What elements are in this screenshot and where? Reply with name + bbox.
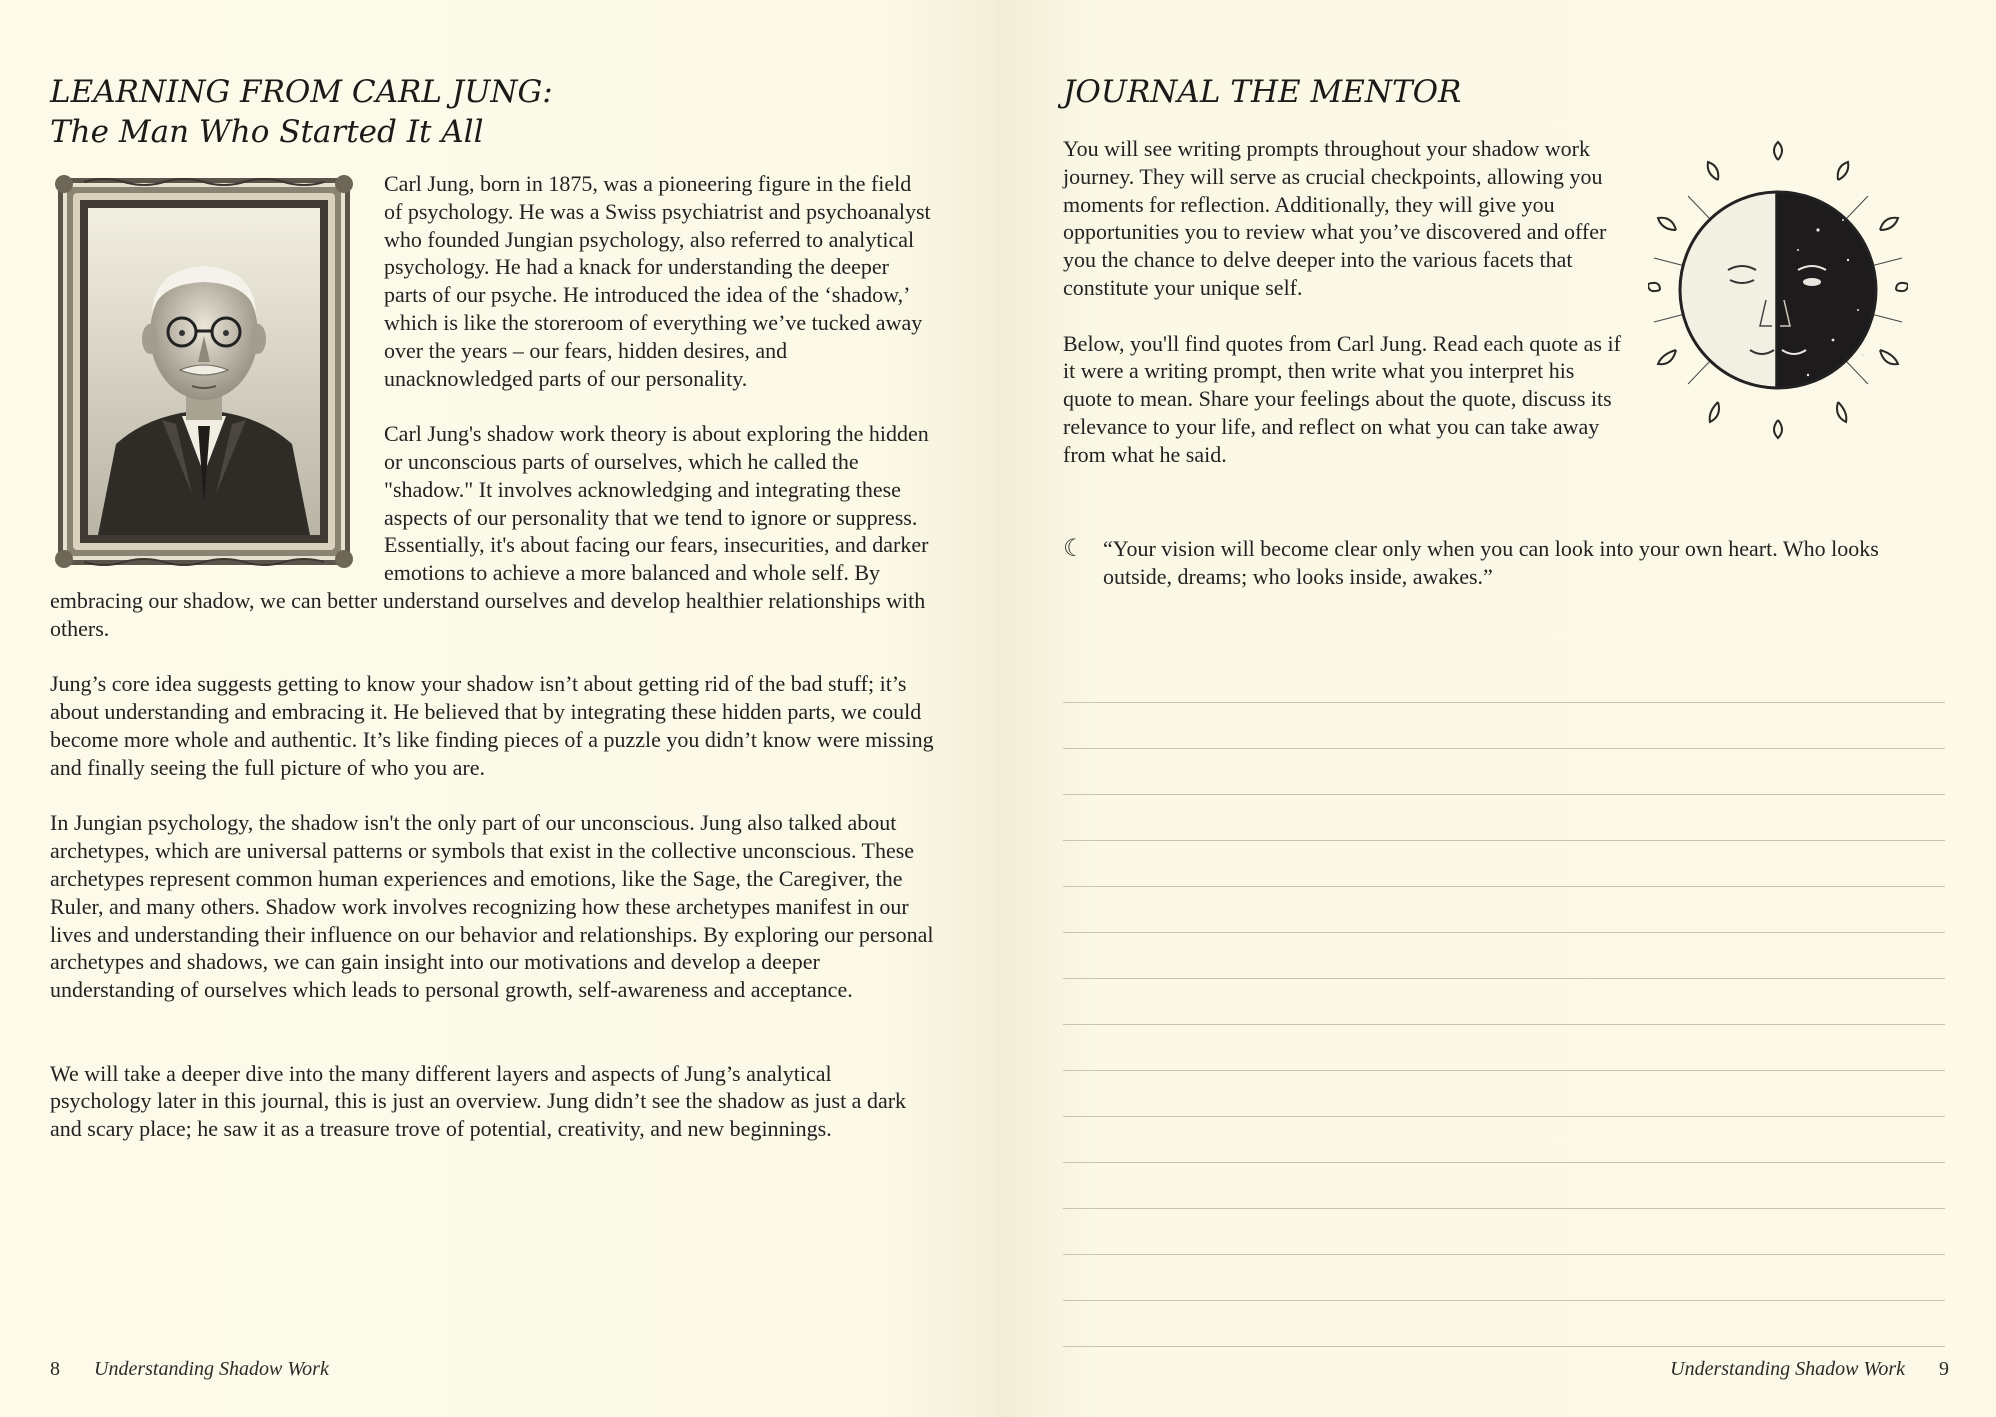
paragraph-gap bbox=[50, 1032, 935, 1060]
writing-line[interactable] bbox=[1063, 1163, 1945, 1209]
sun-moon-face-illustration bbox=[1648, 140, 1908, 440]
paragraph-gap bbox=[50, 1004, 935, 1032]
title-line-1: LEARNING FROM CARL JUNG: bbox=[50, 74, 553, 110]
writing-line[interactable] bbox=[1063, 657, 1945, 703]
paragraph-gap bbox=[50, 782, 935, 810]
left-page-footer bbox=[50, 1358, 329, 1381]
writing-line[interactable] bbox=[1063, 703, 1945, 749]
writing-line[interactable] bbox=[1063, 1209, 1945, 1255]
framed-portrait-illustration bbox=[54, 174, 354, 569]
intro-paragraph-1: You will see writing prompts throughout your shadow work journey. They will serve as crucial checkpoints, allowing you moments for reflection. Additionally, they will give you opportunities you to review what you’ve discovered and offer you the chance to delve deeper into the various facets that constitute your unique self. bbox=[1063, 136, 1607, 300]
right-page-footer bbox=[1670, 1358, 1949, 1381]
left-page-title bbox=[50, 72, 553, 152]
writing-line[interactable] bbox=[1063, 795, 1945, 841]
paragraph-4: In Jungian psychology, the shadow isn't the only part of our unconscious. Jung also talked about archetypes, which are universal patterns or symbols that exist in the collective unconscious. These archetypes represent common human experiences and emotions, like the Sage, the Caregiver, the Ruler, and many others. Shadow work involves recognizing how these archetypes manifest in our lives and understanding their influence on our behavior and relationships. By exploring our personal archetypes and shadows, we can gain insight into our motivations and develop a deeper understanding of ourselves which leads to personal growth, self-awareness and acceptance. bbox=[50, 810, 934, 1003]
writing-line[interactable] bbox=[1063, 887, 1945, 933]
writing-lines[interactable] bbox=[1063, 657, 1945, 1347]
writing-line[interactable] bbox=[1063, 1071, 1945, 1117]
left-page-body bbox=[50, 170, 935, 1143]
paragraph-gap bbox=[1063, 302, 1623, 330]
title-line-2: The Man Who Started It All bbox=[50, 114, 484, 150]
quote-text: “Your vision will become clear only when you can look into your own heart. Who looks outside, dreams; who looks inside, awakes.” bbox=[1103, 536, 1879, 589]
writing-line[interactable] bbox=[1063, 749, 1945, 795]
crescent-moon-icon: ☾ bbox=[1063, 536, 1085, 562]
paragraph-2: Carl Jung's shadow work theory is about exploring the hidden or unconscious parts of ourselves, which he called the "shadow." It involves acknowledging and integrating these aspects of our personality that we tend to ignore or suppress. Essentially, it's about facing our fears, insecurities, and darker emotions to achieve a more balanced and whole self. By embracing our shadow, we can better understand ourselves and develop healthier relationships with others. bbox=[50, 421, 929, 641]
writing-line[interactable] bbox=[1063, 1025, 1945, 1071]
paragraph-3: Jung’s core idea suggests getting to know your shadow isn’t about getting rid of the bad stuff; it’s about understanding and embracing it. He believed that by integrating these hidden parts, we could become more whole and authentic. It’s like finding pieces of a puzzle you didn’t know were missing and finally seeing the full picture of who you are. bbox=[50, 671, 934, 780]
running-title: Understanding Shadow Work bbox=[94, 1358, 329, 1380]
right-page-title: JOURNAL THE MENTOR bbox=[1063, 74, 1462, 110]
paragraph-5: We will take a deeper dive into the many different layers and aspects of Jung’s analytical psychology later in this journal, this is just an overview. Jung didn’t see the shadow as just a dark and scary place; he saw it as a treasure trove of potential, creativity, and new beginnings. bbox=[50, 1060, 907, 1142]
right-page bbox=[998, 0, 1996, 1417]
intro-paragraph-2: Below, you'll find quotes from Carl Jung. Read each quote as if it were a writing prompt, then write what you interpret his quote to mean. Share your feelings about the quote, discuss its relevance to your life, and reflect on what you can take away from what he said. bbox=[1063, 330, 1621, 467]
writing-line[interactable] bbox=[1063, 1301, 1945, 1347]
writing-line[interactable] bbox=[1063, 1117, 1945, 1163]
page-number: 9 bbox=[1939, 1358, 1949, 1380]
jung-quote bbox=[1063, 535, 1948, 591]
paragraph-1: Carl Jung, born in 1875, was a pioneering figure in the field of psychology. He was a Swiss psychiatrist and psychoanalyst who founded Jungian psychology, also referred to analytical psychology. He had a knack for understanding the deeper parts of our psyche. He introduced the idea of the ‘shadow,’ which is like the storeroom of everything we’ve tucked away over the years – our fears, hidden desires, and unacknowledged parts of our personality. bbox=[384, 171, 931, 391]
writing-line[interactable] bbox=[1063, 933, 1945, 979]
writing-line[interactable] bbox=[1063, 979, 1945, 1025]
right-page-intro bbox=[1063, 135, 1623, 469]
running-title: Understanding Shadow Work bbox=[1670, 1358, 1905, 1380]
writing-line[interactable] bbox=[1063, 1255, 1945, 1301]
paragraph-gap bbox=[50, 643, 935, 671]
writing-line[interactable] bbox=[1063, 841, 1945, 887]
page-number: 8 bbox=[50, 1358, 60, 1380]
